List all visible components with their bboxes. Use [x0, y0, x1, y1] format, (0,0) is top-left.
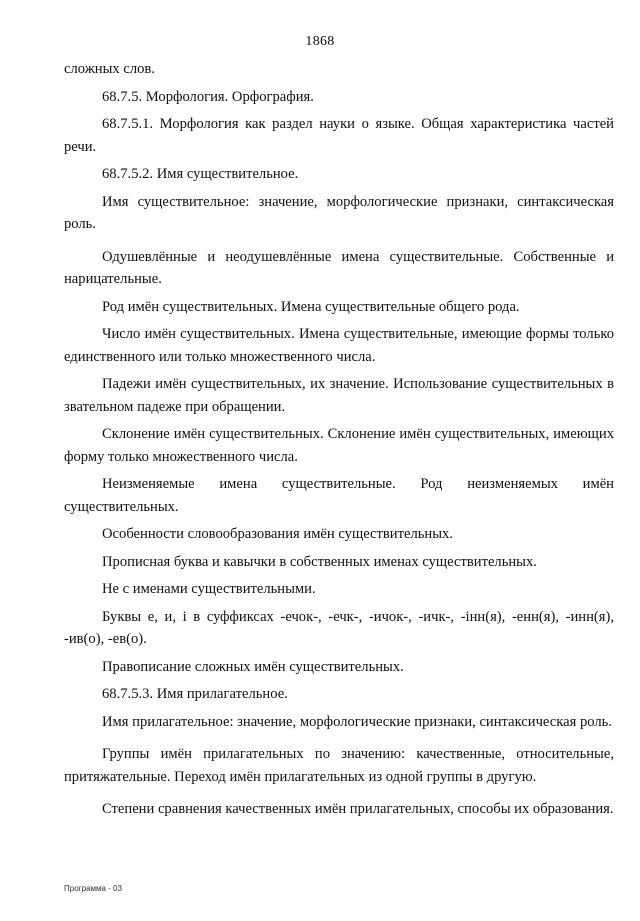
- footer-label: Программа - 03: [64, 884, 122, 893]
- paragraph: Число имён существительных. Имена существительные, имеющие формы только единственного или только множественного числа.: [64, 326, 614, 365]
- paragraph: сложных слов.: [64, 61, 155, 77]
- paragraph: Имя существительное: значение, морфологические признаки, синтаксическая роль.: [64, 193, 614, 232]
- document-body: [64, 58, 614, 821]
- paragraph: Особенности словообразования имён существительных.: [102, 526, 453, 542]
- section-heading: 68.7.5. Морфология. Орфография.: [102, 88, 314, 105]
- paragraph: Одушевлённые и неодушевлённые имена существительные. Собственные и нарицательные.: [64, 248, 614, 287]
- section-heading: 68.7.5.2. Имя существительное.: [102, 166, 299, 182]
- paragraph: Буквы е, и, і в суффиксах -ечок-, -ечк-, -ичок-, -ичк-, -інн(я), -енн(я), -инн(я), -ив(о), -ев(о).: [64, 608, 614, 647]
- page-number: 1868: [305, 34, 335, 49]
- paragraph: Неизменяемые имена существительные. Род неизменяемых имён существительных.: [64, 476, 614, 515]
- paragraph: Не с именами существительными.: [102, 581, 316, 597]
- paragraph: Правописание сложных имён существительных.: [102, 658, 404, 675]
- paragraph: Прописная буква и кавычки в собственных именах существительных.: [102, 553, 537, 570]
- paragraph: Падежи имён существительных, их значение. Использование существительных в звательном падеже при обращении.: [64, 376, 614, 415]
- paragraph: Группы имён прилагательных по значению: качественные, относительные, притяжательные. Переход имён прилагательных из одной группы в другую.: [64, 746, 614, 785]
- paragraph: Степени сравнения качественных имён прилагательных, способы их образования.: [102, 801, 614, 817]
- section-heading: 68.7.5.3. Имя прилагательное.: [102, 686, 288, 702]
- paragraph: Склонение имён существительных. Склонение имён существительных, имеющих форму только множественного числа.: [64, 426, 614, 465]
- section-heading: 68.7.5.1. Морфология как раздел науки о языке. Общая характеристика частей речи.: [64, 116, 614, 155]
- paragraph: Род имён существительных. Имена существительные общего рода.: [102, 298, 520, 315]
- paragraph: Имя прилагательное: значение, морфологические признаки, синтаксическая роль.: [102, 713, 612, 730]
